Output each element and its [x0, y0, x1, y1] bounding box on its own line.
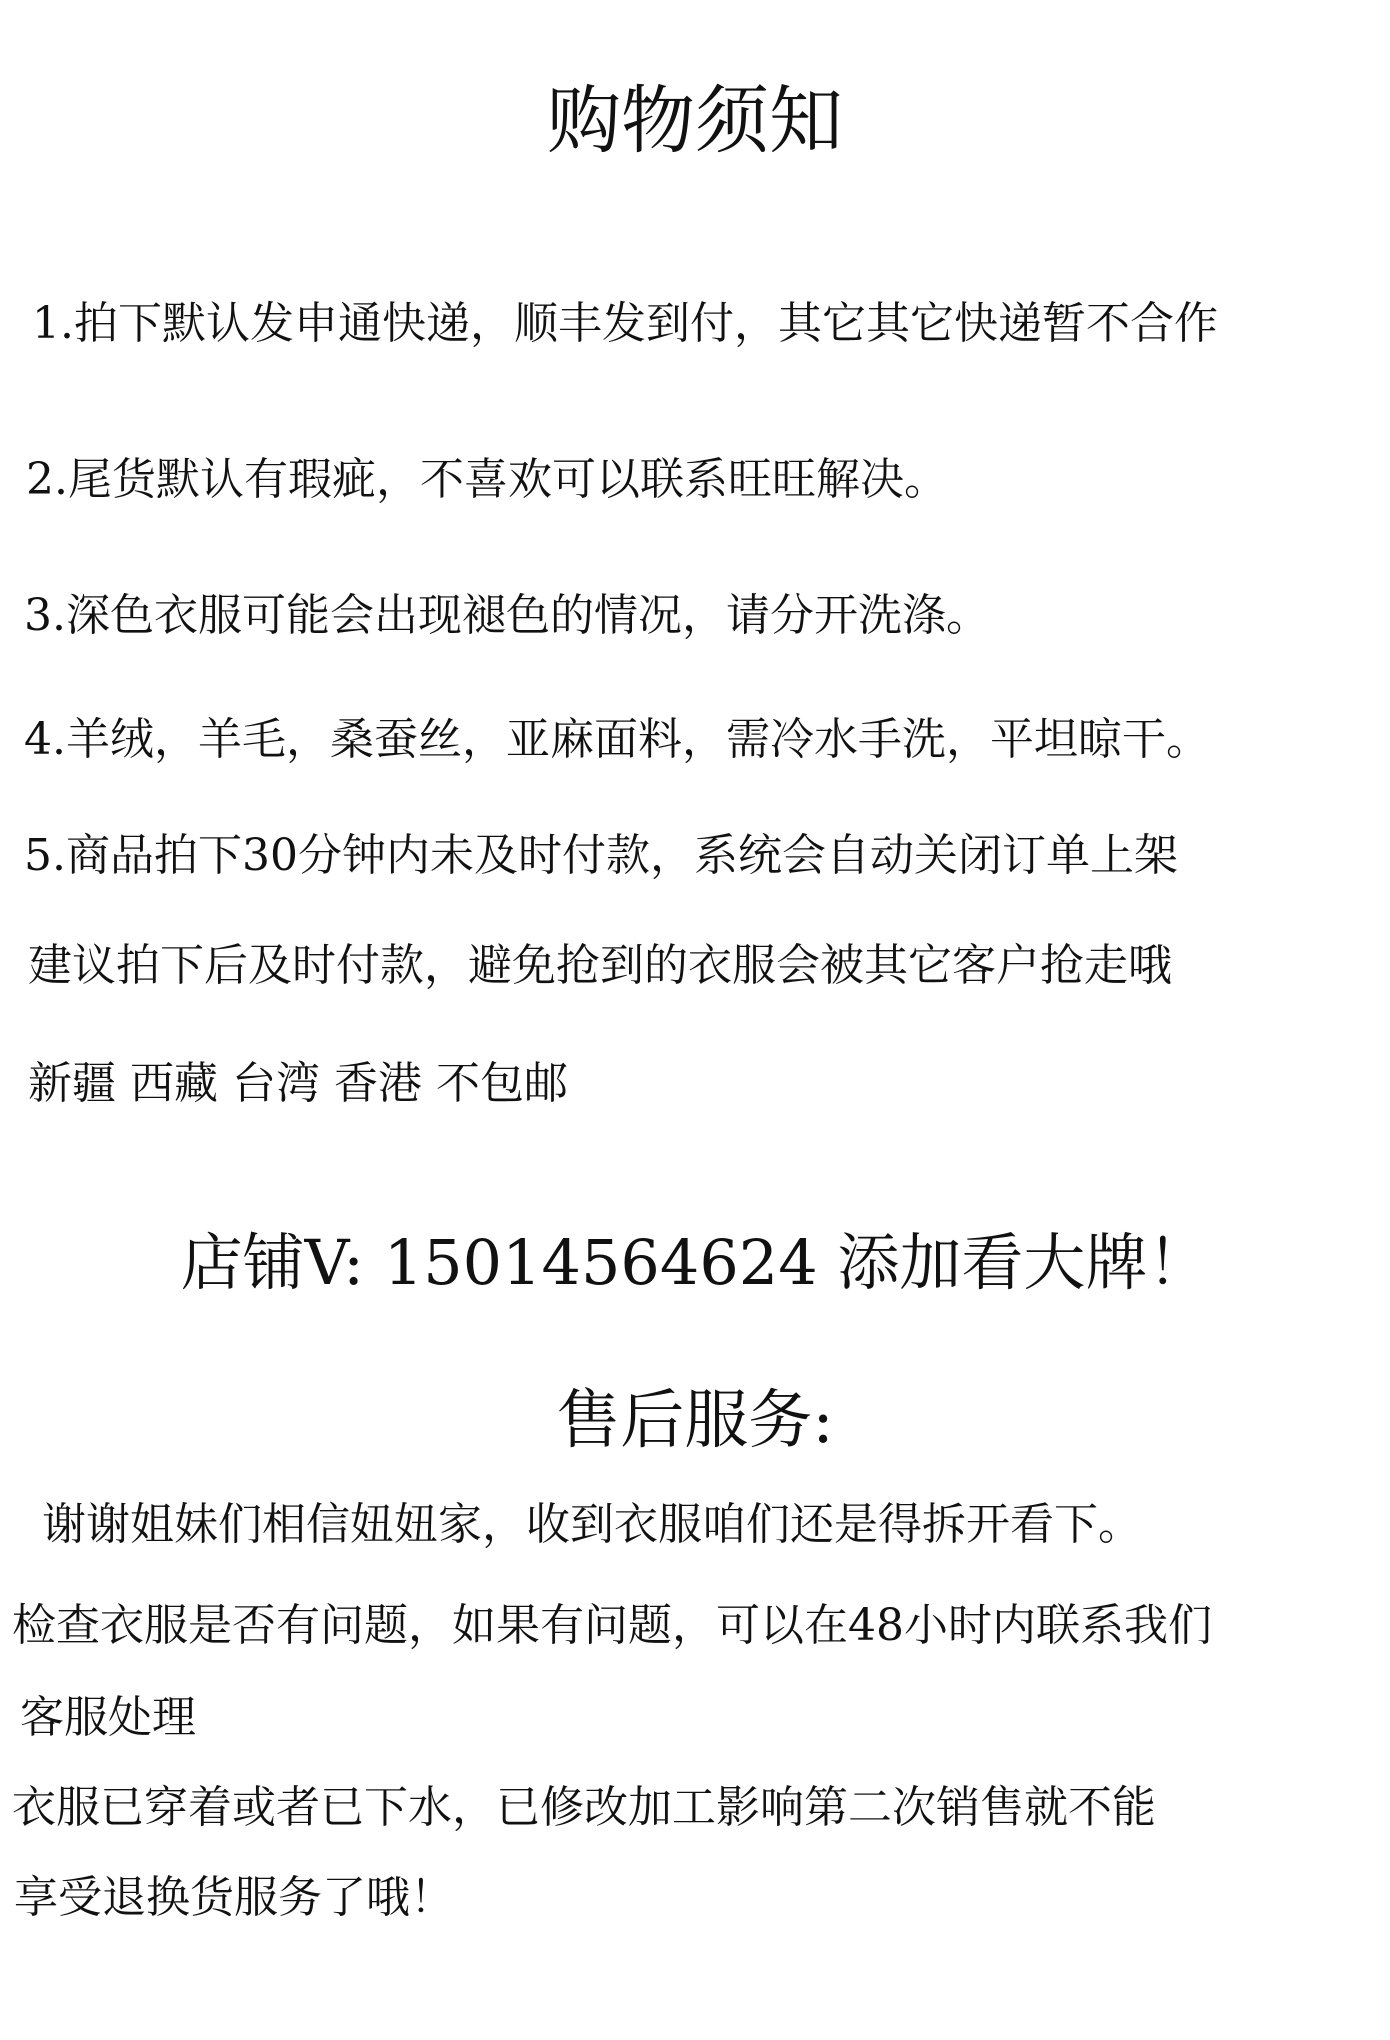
after-sales-line-1: 谢谢姐妹们相信妞妞家，收到衣服咱们还是得拆开看下。	[42, 1499, 1142, 1550]
shipping-exclusion: 新疆 西藏 台湾 香港 不包邮	[28, 1058, 568, 1109]
after-sales-line-3: 客服处理	[20, 1692, 196, 1743]
rule-3: 3.深色衣服可能会出现褪色的情况，请分开洗涤。	[24, 590, 990, 641]
after-sales-title: 售后服务:	[556, 1384, 834, 1458]
page-title: 购物须知	[547, 78, 843, 164]
after-sales-line-5: 享受退换货服务了哦！	[14, 1872, 454, 1923]
rule-5: 5.商品拍下30分钟内未及时付款，系统会自动关闭订单上架	[24, 830, 1178, 881]
rule-6: 建议拍下后及时付款，避免抢到的衣服会被其它客户抢走哦	[28, 940, 1172, 991]
shop-contact: 店铺V: 15014564624 添加看大牌！	[180, 1226, 1210, 1299]
after-sales-line-2: 检查衣服是否有问题，如果有问题，可以在48小时内联系我们	[12, 1600, 1212, 1651]
rule-2: 2.尾货默认有瑕疵，不喜欢可以联系旺旺解决。	[26, 454, 948, 505]
after-sales-line-4: 衣服已穿着或者已下水，已修改加工影响第二次销售就不能	[12, 1782, 1156, 1833]
rule-4: 4.羊绒，羊毛，桑蚕丝，亚麻面料，需冷水手洗，平坦晾干。	[24, 714, 1210, 765]
rule-1: 1.拍下默认发申通快递，顺丰发到付，其它其它快递暂不合作	[32, 298, 1218, 349]
